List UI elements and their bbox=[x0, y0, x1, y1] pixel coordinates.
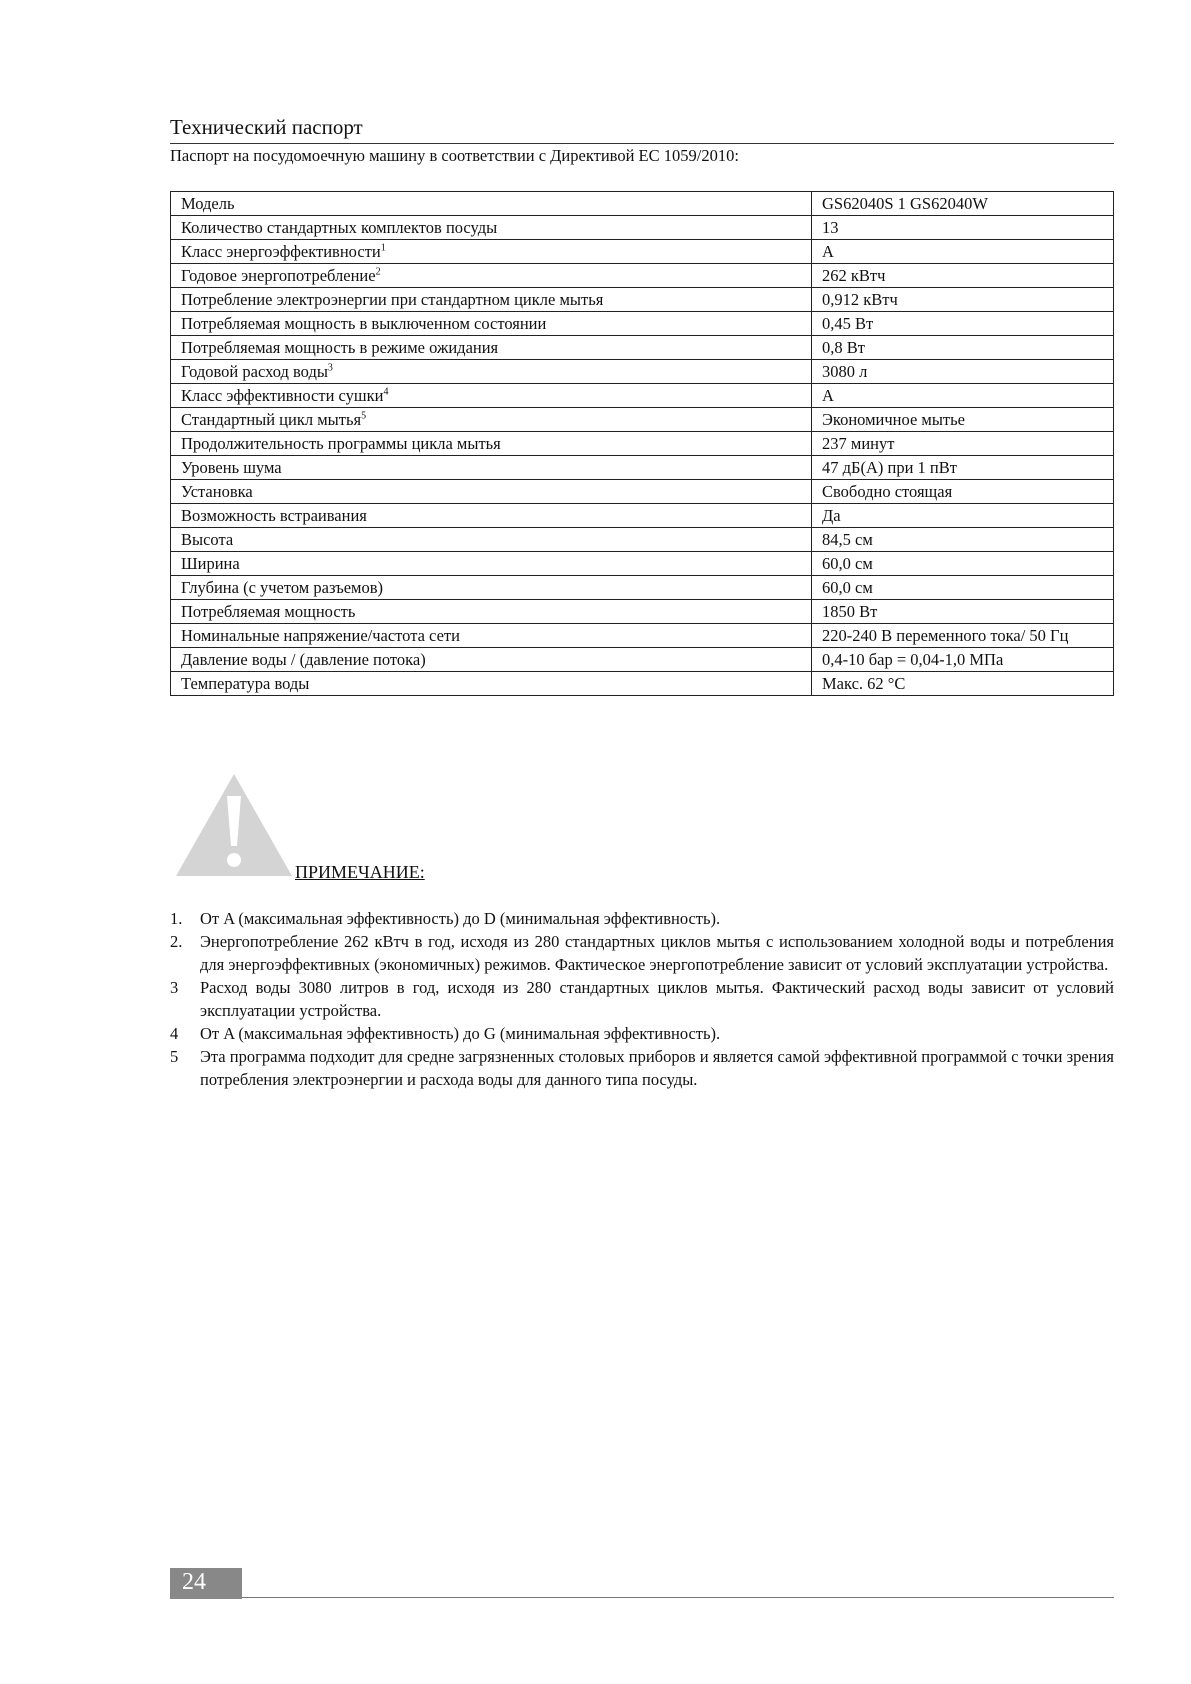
footnote-marker: 5 bbox=[361, 410, 367, 422]
spec-label: Температура воды bbox=[181, 674, 310, 693]
spec-label-cell bbox=[171, 504, 812, 528]
spec-label: Класс энергоэффективности bbox=[181, 242, 381, 261]
list-item bbox=[170, 907, 1114, 930]
spec-label: Продолжительность программы цикла мытья bbox=[181, 434, 501, 453]
note-text: Расход воды 3080 литров в год, исходя из 280 стандартных циклов мытья. Фактический расход воды зависит от условий эксплуатации устройства. bbox=[200, 978, 1114, 1020]
spec-label-cell bbox=[171, 624, 812, 648]
spec-label: Давление воды / (давление потока) bbox=[181, 650, 426, 669]
spec-label: Высота bbox=[181, 530, 234, 549]
spec-label: Модель bbox=[181, 194, 235, 213]
spec-label: Потребляемая мощность bbox=[181, 602, 356, 621]
note-number: 3 bbox=[170, 978, 179, 997]
spec-label: Стандартный цикл мытья bbox=[181, 410, 362, 429]
spec-label: Потребление электроэнергии при стандартном цикле мытья bbox=[181, 290, 604, 309]
footnote-marker: 1 bbox=[380, 242, 386, 254]
spec-value: GS62040S 1 GS62040W bbox=[812, 192, 1114, 216]
spec-label: Установка bbox=[181, 482, 253, 501]
spec-label-cell bbox=[171, 552, 812, 576]
spec-label: Уровень шума bbox=[181, 458, 282, 477]
table-row bbox=[171, 360, 1114, 384]
table-row bbox=[171, 336, 1114, 360]
spec-label-cell bbox=[171, 672, 812, 696]
notes-list bbox=[170, 907, 1114, 1091]
spec-label: Глубина (с учетом разъемов) bbox=[181, 578, 384, 597]
spec-value: 47 дБ(А) при 1 пВт bbox=[812, 456, 1114, 480]
table-row bbox=[171, 624, 1114, 648]
spec-value: 0,8 Вт bbox=[812, 336, 1114, 360]
table-row bbox=[171, 600, 1114, 624]
spec-value: Да bbox=[812, 504, 1114, 528]
spec-value: A bbox=[812, 384, 1114, 408]
page-number: 24 bbox=[182, 1569, 206, 1595]
spec-value: 0,45 Вт bbox=[812, 312, 1114, 336]
spec-value: 13 bbox=[812, 216, 1114, 240]
warning-triangle-icon bbox=[174, 772, 294, 878]
spec-label-cell bbox=[171, 336, 812, 360]
spec-label-cell bbox=[171, 480, 812, 504]
spec-label-cell bbox=[171, 288, 812, 312]
note-text: От A (максимальная эффективность) до D (минимальная эффективность). bbox=[200, 909, 721, 928]
spec-value: 262 кВтч bbox=[812, 264, 1114, 288]
table-row bbox=[171, 456, 1114, 480]
spec-label: Годовой расход воды bbox=[181, 362, 328, 381]
spec-value: 84,5 см bbox=[812, 528, 1114, 552]
table-row bbox=[171, 504, 1114, 528]
spec-label: Возможность встраивания bbox=[181, 506, 367, 525]
spec-label-cell bbox=[171, 456, 812, 480]
spec-label-cell bbox=[171, 264, 812, 288]
note-text: Эта программа подходит для средне загрязненных столовых приборов и является самой эффективной программой с точки зрения потребления электроэнергии и расхода воды для данного типа посуды. bbox=[200, 1047, 1114, 1089]
table-row bbox=[171, 552, 1114, 576]
page-number-box bbox=[170, 1568, 242, 1599]
list-item bbox=[170, 1045, 1114, 1091]
footnote-marker: 2 bbox=[375, 266, 381, 278]
spec-value: 1850 Вт bbox=[812, 600, 1114, 624]
table-row bbox=[171, 432, 1114, 456]
spec-label: Класс эффективности сушки bbox=[181, 386, 384, 405]
spec-value: 220-240 В переменного тока/ 50 Гц bbox=[812, 624, 1114, 648]
spec-value: Экономичное мытье bbox=[812, 408, 1114, 432]
note-number: 1. bbox=[170, 909, 183, 928]
spec-label: Годовое энергопотребление bbox=[181, 266, 376, 285]
list-item bbox=[170, 976, 1114, 1022]
spec-label-cell bbox=[171, 600, 812, 624]
table-row bbox=[171, 672, 1114, 696]
spec-label: Номинальные напряжение/частота сети bbox=[181, 626, 460, 645]
spec-value: A bbox=[812, 240, 1114, 264]
spec-value: Свободно стоящая bbox=[812, 480, 1114, 504]
table-row bbox=[171, 480, 1114, 504]
spec-label-cell bbox=[171, 240, 812, 264]
spec-value: 0,4-10 бар = 0,04-1,0 МПа bbox=[812, 648, 1114, 672]
table-row bbox=[171, 240, 1114, 264]
table-row bbox=[171, 528, 1114, 552]
footnote-marker: 4 bbox=[383, 386, 389, 398]
spec-value: 0,912 кВтч bbox=[812, 288, 1114, 312]
spec-value: 237 минут bbox=[812, 432, 1114, 456]
spec-value: 60,0 см bbox=[812, 576, 1114, 600]
note-number: 2. bbox=[170, 932, 183, 951]
spec-label-cell bbox=[171, 528, 812, 552]
note-number: 5 bbox=[170, 1047, 179, 1066]
spec-label: Ширина bbox=[181, 554, 240, 573]
table-row bbox=[171, 408, 1114, 432]
spec-label-cell bbox=[171, 648, 812, 672]
spec-value: 3080 л bbox=[812, 360, 1114, 384]
table-row bbox=[171, 576, 1114, 600]
spec-label-cell bbox=[171, 432, 812, 456]
spec-table bbox=[170, 191, 1114, 696]
table-row bbox=[171, 384, 1114, 408]
spec-label: Потребляемая мощность в выключенном состоянии bbox=[181, 314, 547, 333]
spec-label-cell bbox=[171, 216, 812, 240]
table-row bbox=[171, 648, 1114, 672]
spec-label-cell bbox=[171, 384, 812, 408]
list-item bbox=[170, 1022, 1114, 1045]
footer-divider bbox=[242, 1597, 1114, 1598]
note-text: От A (максимальная эффективность) до G (минимальная эффективность). bbox=[200, 1024, 721, 1043]
page-subtitle: Паспорт на посудомоечную машину в соответствии с Директивой ЕС 1059/2010: bbox=[170, 146, 739, 165]
spec-label: Потребляемая мощность в режиме ожидания bbox=[181, 338, 499, 357]
page-title: Технический паспорт bbox=[170, 115, 363, 139]
table-row bbox=[171, 288, 1114, 312]
spec-value: Макс. 62 °C bbox=[812, 672, 1114, 696]
note-text: Энергопотребление 262 кВтч в год, исходя из 280 стандартных циклов мытья с использованием холодной воды и потребления для энергоэффективных (экономичных) режимов. Фактическое энергопотребление зависит от условий эксплуатации устройства. bbox=[200, 932, 1114, 974]
spec-label-cell bbox=[171, 192, 812, 216]
spec-label: Количество стандартных комплектов посуды bbox=[181, 218, 498, 237]
list-item bbox=[170, 930, 1114, 976]
spec-value: 60,0 см bbox=[812, 552, 1114, 576]
spec-label-cell bbox=[171, 408, 812, 432]
table-row bbox=[171, 264, 1114, 288]
spec-label-cell bbox=[171, 312, 812, 336]
spec-label-cell bbox=[171, 360, 812, 384]
table-row bbox=[171, 312, 1114, 336]
note-heading: ПРИМЕЧАНИЕ: bbox=[295, 862, 425, 882]
title-divider bbox=[170, 143, 1114, 144]
note-number: 4 bbox=[170, 1024, 179, 1043]
spec-label-cell bbox=[171, 576, 812, 600]
table-row bbox=[171, 192, 1114, 216]
table-row bbox=[171, 216, 1114, 240]
footnote-marker: 3 bbox=[327, 362, 333, 374]
